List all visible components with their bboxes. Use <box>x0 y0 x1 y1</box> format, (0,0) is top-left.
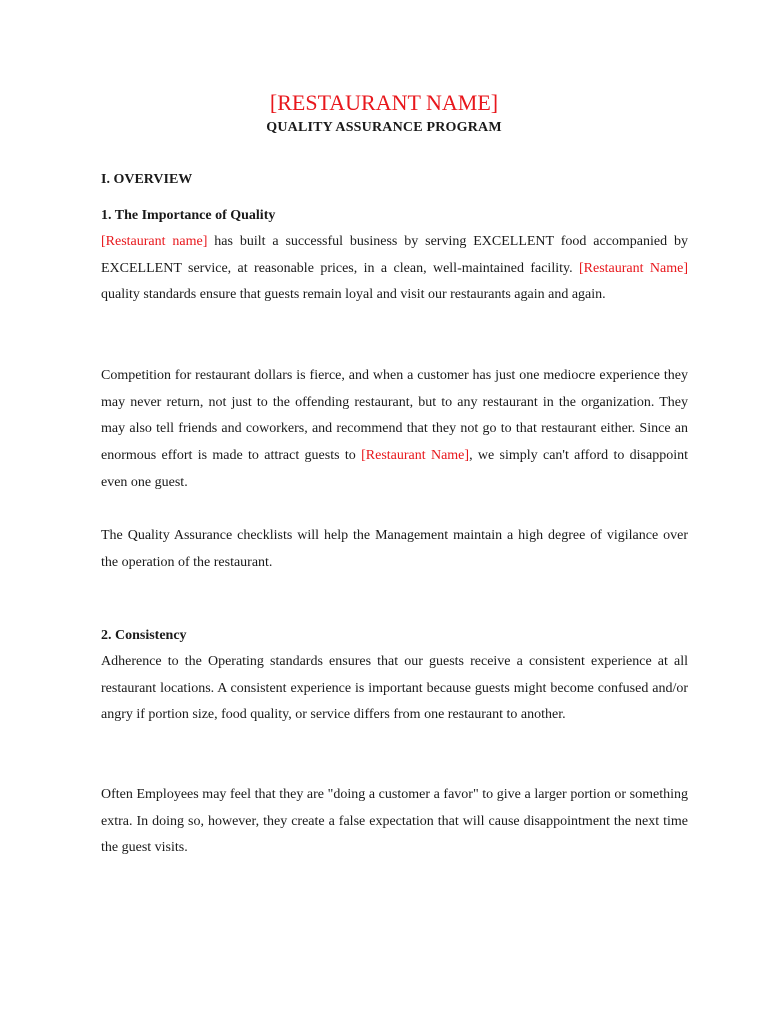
paragraph-text: Adherence to the Operating standards ensures that our guests receive a consistent experience at all restaurant locations. A consistent experience is important because guests might become confused and/or angry if portion size, food quality, or service differs from one restaurant to another. <box>101 654 688 723</box>
paragraph-consistency-1 <box>101 649 688 729</box>
paragraph-importance-1 <box>101 229 688 309</box>
paragraph-importance-3 <box>101 523 688 576</box>
paragraph-text: has built a successful business by serving EXCELLENT food accompanied by EXCELLENT service, at reasonable prices, in a clean, well-maintained facility. <box>101 234 689 276</box>
placeholder-restaurant-name: [Restaurant Name] <box>361 448 470 464</box>
paragraph-text: The Quality Assurance checklists will help the Management maintain a high degree of vigilance over the operation of the restaurant. <box>101 528 688 570</box>
section-heading-overview: I. OVERVIEW <box>101 172 193 187</box>
paragraph-text: quality standards ensure that guests remain loyal and visit our restaurants again and again. <box>101 287 606 303</box>
paragraph-consistency-2 <box>101 782 688 862</box>
paragraph-text: Competition for restaurant dollars is fierce, and when a customer has just one mediocre experience they may never return, not just to the offending restaurant, but to any restaurant in the organization. They may also tell friends and coworkers, and recommend that they not go to that restaurant either. Since an enormous effort is made to attract guests to <box>101 368 688 464</box>
paragraph-text: Often Employees may feel that they are "doing a customer a favor" to give a larger portion or something extra. In doing so, however, they create a false expectation that will cause disappointment the next time the guest visits. <box>101 787 688 856</box>
document-title: [RESTAURANT NAME] <box>269 90 499 115</box>
paragraph-text: , we simply can't afford to disappoint even one guest. <box>101 448 688 490</box>
placeholder-restaurant-name: [Restaurant Name] <box>578 260 689 276</box>
subheading-importance-of-quality: 1. The Importance of Quality <box>101 208 276 223</box>
paragraph-importance-2 <box>101 363 688 497</box>
placeholder-restaurant-name: [Restaurant name] <box>101 234 208 249</box>
subheading-consistency: 2. Consistency <box>101 628 187 643</box>
document-subtitle: QUALITY ASSURANCE PROGRAM <box>266 120 502 135</box>
